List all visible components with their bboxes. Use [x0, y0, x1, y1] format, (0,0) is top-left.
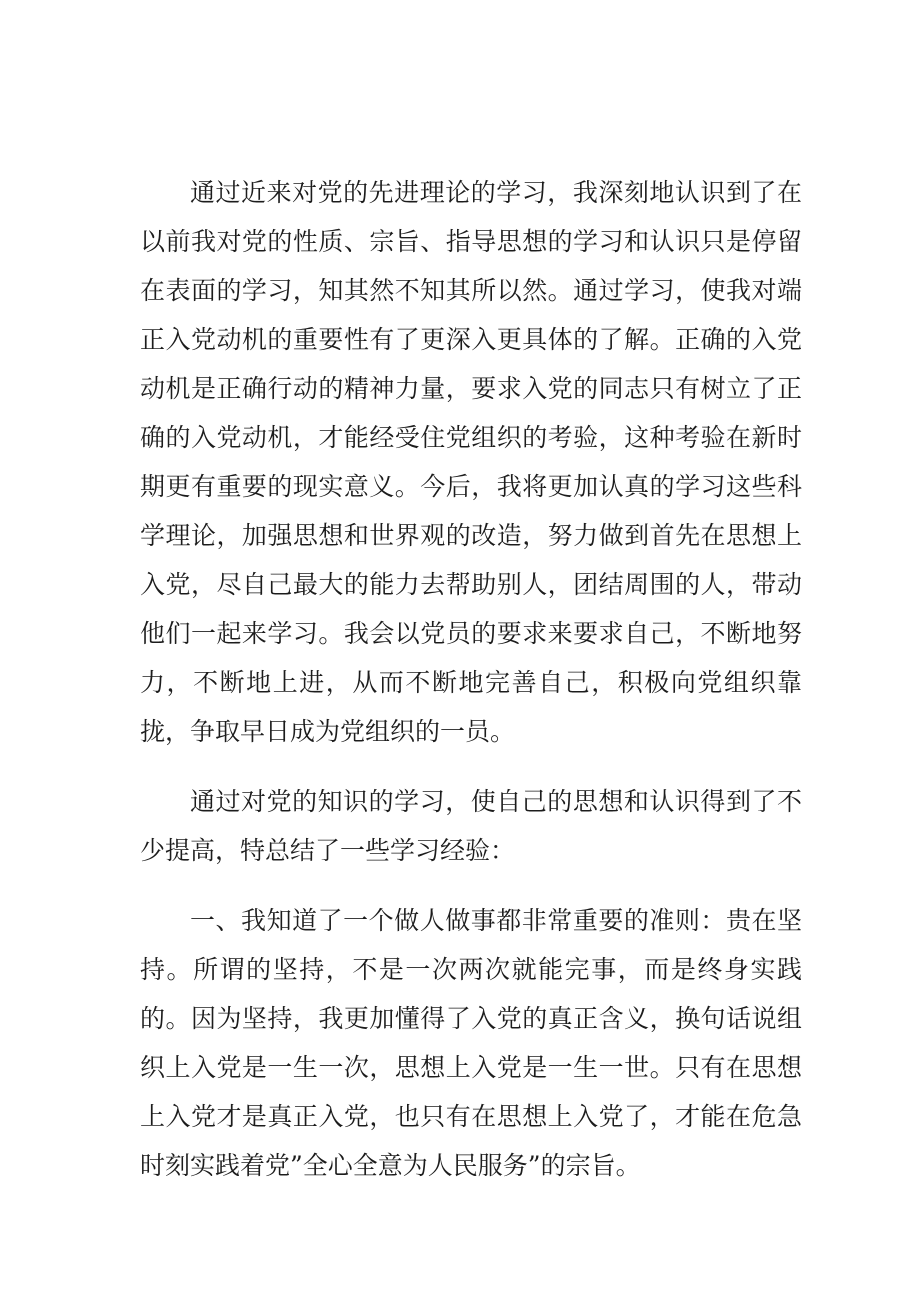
paragraph-point-one: 一、我知道了一个做人做事都非常重要的准则：贵在坚持。所谓的坚持，不是一次两次就能完事，而是终身实践的。因为坚持，我更加懂得了入党的真正含义，换句话说组织上入党是一生一次，思想上入党是一生一世。只有在思想上入党才是真正入党，也只有在思想上入党了，才能在危急时刻实践着党”全心全意为人民服务”的宗旨。 [140, 906, 802, 1180]
paragraph-study-reflection: 通过近来对党的先进理论的学习，我深刻地认识到了在以前我对党的性质、宗旨、指导思想的学习和认识只是停留在表面的学习，知其然不知其所以然。通过学习，使我对端正入党动机的重要性有了更深入更具体的了解。正确的入党动机是正确行动的精神力量，要求入党的同志只有树立了正确的入党动机，才能经受住党组织的考验，这种考验在新时期更有重要的现实意义。今后，我将更加认真的学习这些科学理论，加强思想和世界观的改造，努力做到首先在思想上入党，尽自己最大的能力去帮助别人，团结周围的人，带动他们一起来学习。我会以党员的要求来要求自己，不断地努力，不断地上进，从而不断地完善自己，积极向党组织靠拢，争取早日成为党组织的一员。 [140, 178, 802, 746]
paragraph-summary-intro: 通过对党的知识的学习，使自己的思想和认识得到了不少提高，特总结了一些学习经验： [140, 787, 802, 865]
document-body [140, 168, 802, 1190]
